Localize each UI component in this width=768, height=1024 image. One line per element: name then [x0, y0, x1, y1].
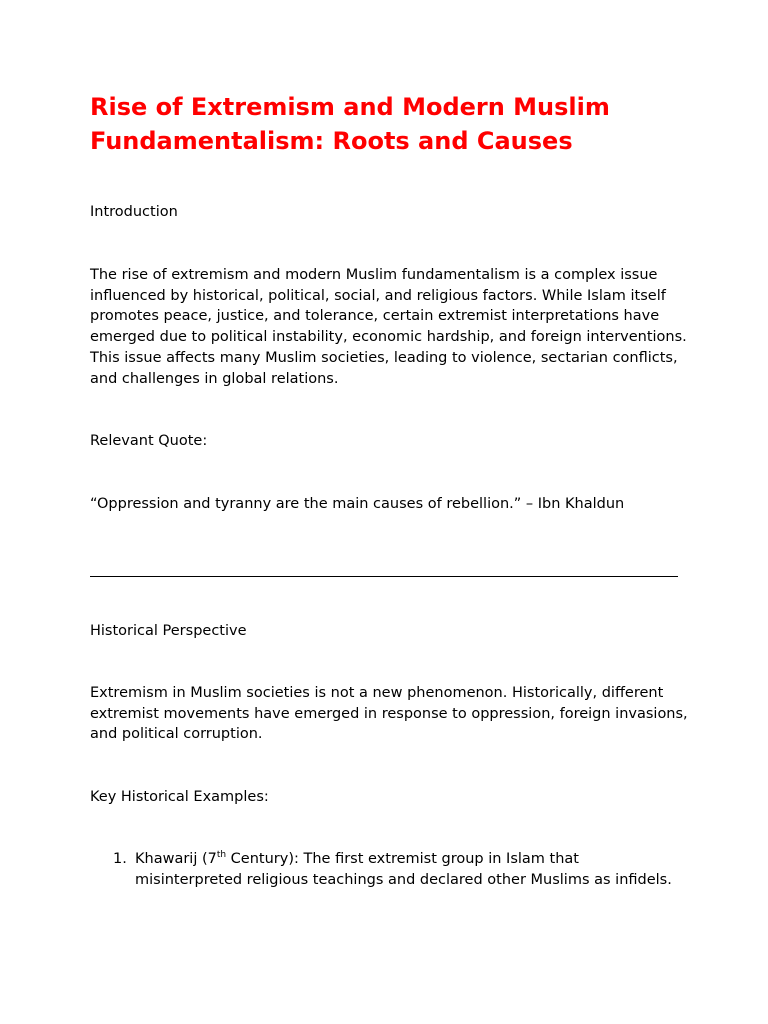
historical-heading: Historical Perspective: [90, 623, 247, 639]
introduction-paragraph: The rise of extremism and modern Muslim fundamentalism is a complex issue influenced by historical, political, social, and religious factors. While Islam itself promotes peace, justice, and tolerance, certain extremist interpretations have emerged due to political instability, economic hardship, and foreign interventions. This issue affects many Muslim societies, leading to violence, sectarian conflicts, and challenges in global relations.: [90, 267, 687, 387]
list-item-superscript: th: [216, 850, 227, 861]
horizontal-rule: [90, 576, 678, 577]
document-title: Rise of Extremism and Modern Muslim Fundamentalism: Roots and Causes: [90, 93, 610, 155]
historical-paragraph: Extremism in Muslim societies is not a new phenomenon. Historically, different extremist movements have emerged in response to oppression, foreign invasions, and political corruption.: [90, 685, 688, 743]
list-item-number: 1.: [113, 851, 127, 867]
introduction-heading: Introduction: [90, 204, 178, 220]
examples-heading: Key Historical Examples:: [90, 789, 269, 805]
quote-heading: Relevant Quote:: [90, 433, 208, 449]
list-item: [135, 849, 675, 890]
list-item-text-start: Khawarij (7: [135, 851, 217, 867]
quote-text: “Oppression and tyranny are the main causes of rebellion.” – Ibn Khaldun: [90, 496, 625, 512]
list-item-text-end: Century): The first extremist group in Islam that misinterpreted religious teachings and declared other Muslims as infidels.: [135, 851, 672, 888]
